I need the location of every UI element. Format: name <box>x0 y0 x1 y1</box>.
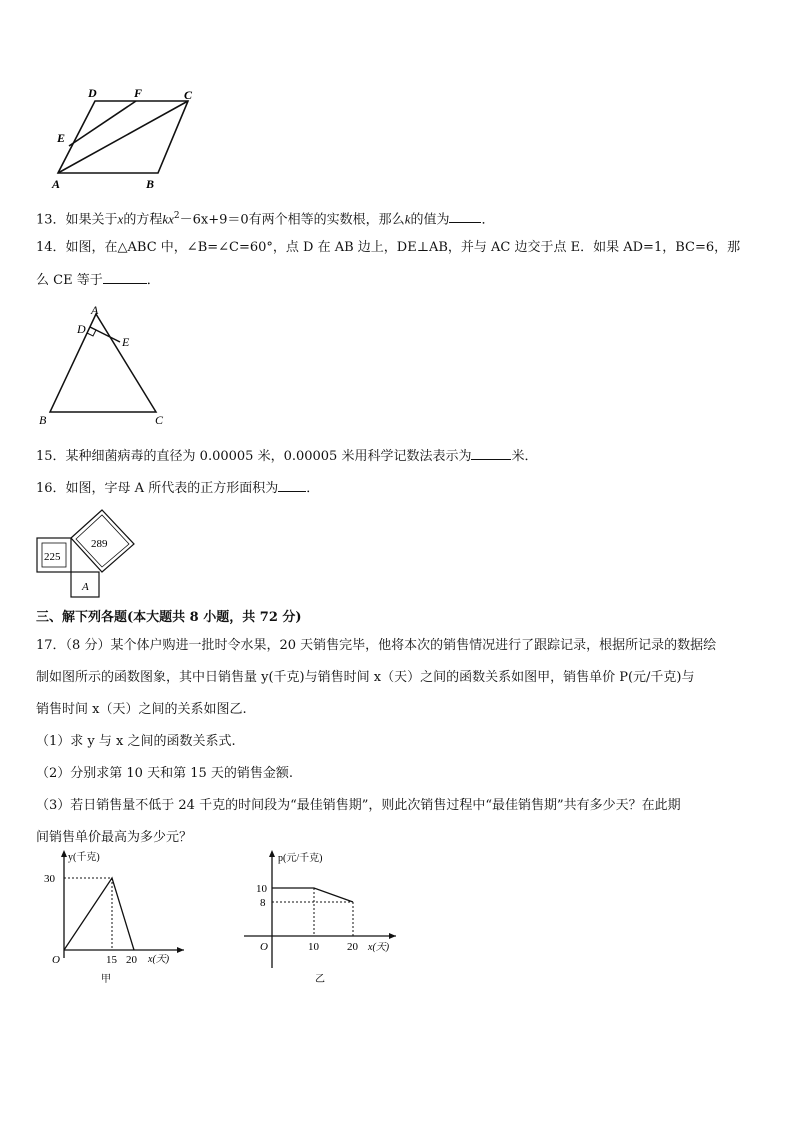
label-f: F <box>134 86 143 100</box>
x-tick-20: 20 <box>126 954 137 966</box>
parallelogram-figure <box>48 84 208 194</box>
label-e: E <box>122 335 130 349</box>
section-3-title: 三、解下列各题(本大题共 8 小题，共 72 分) <box>36 610 302 625</box>
x-tick-20: 20 <box>347 941 358 953</box>
q14-line2-text: 么 CE 等于 <box>36 273 103 288</box>
label-c: C <box>184 88 193 102</box>
x-tick-10: 10 <box>308 941 319 953</box>
q16-answer-blank[interactable] <box>278 479 306 492</box>
q16-text: 16．如图，字母 A 所代表的正方形面积为 <box>36 481 279 496</box>
q15-answer-blank[interactable] <box>471 447 511 460</box>
q15-text: 15．某种细菌病毒的直径为 0.00005 米，0.00005 米用科学记数法表示为 <box>36 449 472 464</box>
graph-jia <box>34 848 184 988</box>
q13-end: ． <box>481 212 495 228</box>
graph-yi <box>238 848 398 988</box>
label-a: A <box>52 177 61 191</box>
x-tick-15: 15 <box>106 954 117 966</box>
y-tick-30: 30 <box>44 873 55 885</box>
q14-end: ． <box>146 273 160 288</box>
segment-ef <box>69 101 136 146</box>
triangle-abc <box>50 314 156 412</box>
q13-mid2: 有两个相等的实数根，那么 <box>248 212 405 228</box>
origin-label: O <box>260 941 268 953</box>
question-16 <box>36 479 319 498</box>
x-axis-label: x(天) <box>148 954 170 965</box>
q13-eq-sup: 2 <box>173 211 180 221</box>
graph-jia-line <box>64 878 134 950</box>
question-17-sub2: （2）分别求第 10 天和第 15 天的销售金额. <box>36 766 294 781</box>
question-15 <box>36 447 537 466</box>
y-tick-8: 8 <box>260 897 266 909</box>
label-289: 289 <box>91 538 108 550</box>
q13-mid1: 的方程 <box>123 212 163 228</box>
diagonal-ac <box>58 101 188 173</box>
x-axis-arrow-icon <box>177 947 184 953</box>
y-axis-label: y(千克) <box>68 852 100 863</box>
q13-prefix: 13．如果关于 <box>36 212 118 228</box>
q15-end: 米． <box>511 449 538 464</box>
y-axis-arrow-icon <box>269 850 275 857</box>
y-axis-arrow-icon <box>61 850 67 857</box>
x-axis-arrow-icon <box>389 933 396 939</box>
question-13 <box>36 207 495 229</box>
question-17-sub3-line2: 间销售单价最高为多少元？ <box>36 830 193 845</box>
y-tick-10: 10 <box>256 883 267 895</box>
q13-var-k: k <box>404 211 411 227</box>
label-b: B <box>39 413 47 427</box>
q13-suffix: 的值为 <box>410 212 450 228</box>
label-c: C <box>155 413 164 427</box>
graph-yi-caption: 乙 <box>315 974 325 985</box>
label-d: D <box>88 86 97 100</box>
question-17-line1: 17．（8 分）某个体户购进一批时令水果，20 天销售完毕，他将本次的销售情况进行了跟踪记录，根据所记录的数据绘 <box>36 638 717 653</box>
q13-eq-k: kx <box>162 211 174 227</box>
q13-eq-rest: －6x+9＝0 <box>179 212 249 228</box>
x-axis-label: x(天) <box>368 942 390 953</box>
origin-label: O <box>52 954 60 966</box>
graph-yi-line <box>272 888 353 902</box>
q14-answer-blank[interactable] <box>103 271 147 284</box>
y-axis-label: p(元/千克) <box>278 853 323 864</box>
question-14-line1: 14．如图，在△ABC 中，∠B=∠C=60°，点 D 在 AB 边上，DE⊥AB，并与 AC 边交于点 E．如果 AD=1，BC=6，那 <box>36 240 741 255</box>
question-17-line3: 销售时间 x（天）之间的关系如图乙. <box>36 702 247 717</box>
triangle-figure <box>36 302 176 430</box>
squares-figure <box>34 508 144 603</box>
question-17-sub3-line1: （3）若日销售量不低于 24 千克的时间段为“最佳销售期”，则此次销售过程中“最佳销售期”共有多少天？在此期 <box>36 798 681 813</box>
label-e: E <box>57 131 66 145</box>
question-17-sub1: （1）求 y 与 x 之间的函数关系式. <box>36 734 236 749</box>
label-d: D <box>77 322 86 336</box>
label-a-square: A <box>82 581 89 593</box>
label-b: B <box>146 177 155 191</box>
label-a: A <box>91 303 99 317</box>
graph-jia-caption: 甲 <box>101 974 111 985</box>
question-14-line2 <box>36 271 160 290</box>
label-225: 225 <box>44 551 61 563</box>
question-17-line2: 制如图所示的函数图象，其中日销售量 y(千克)与销售时间 x（天）之间的函数关系如图甲，销售单价 P(元/千克)与 <box>36 670 695 685</box>
q13-answer-blank[interactable] <box>449 210 481 223</box>
q16-end: ． <box>306 481 320 496</box>
q13-var-x: x <box>117 211 124 227</box>
